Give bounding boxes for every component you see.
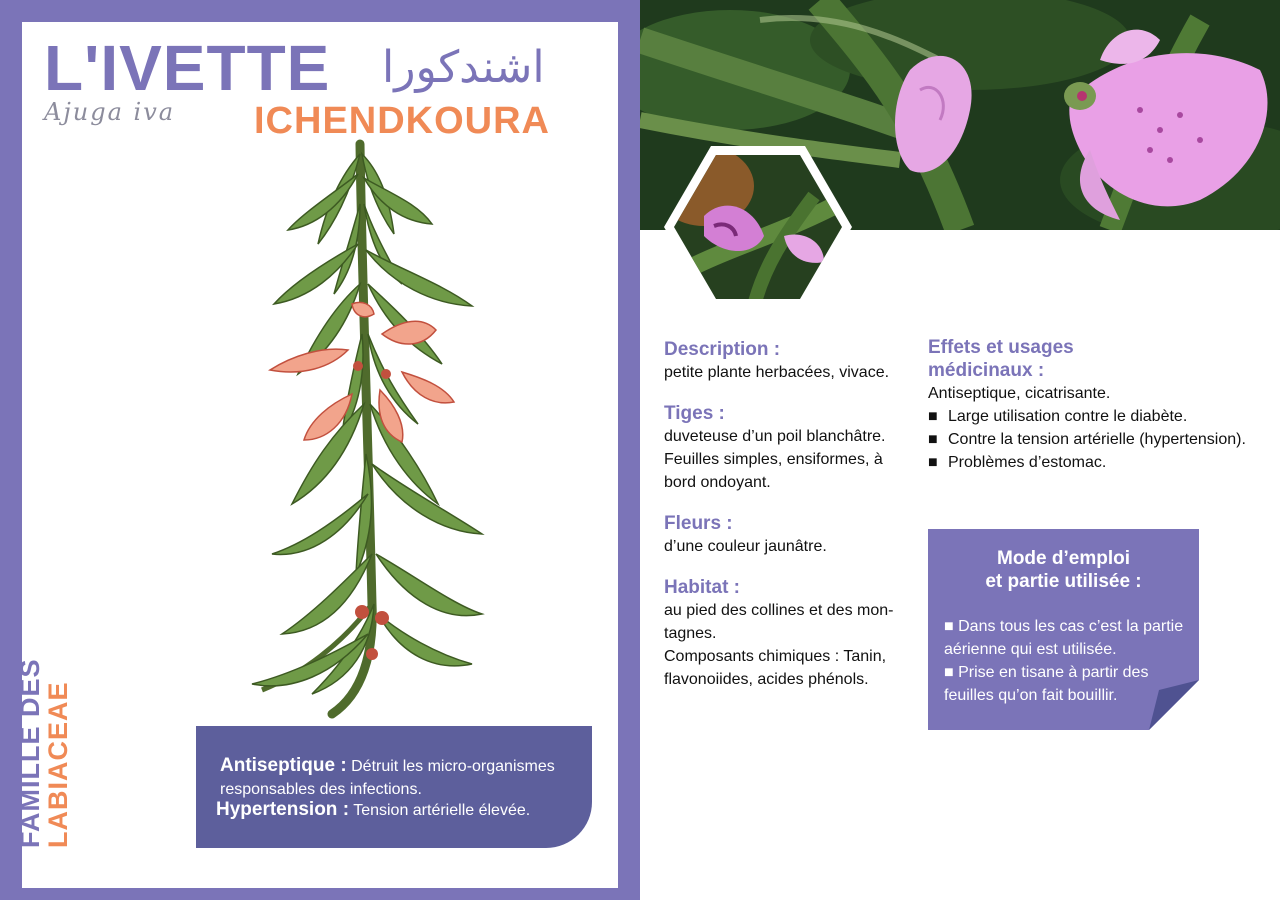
- square-bullet-icon: ■: [944, 664, 954, 681]
- effets-bullet: [928, 428, 1258, 451]
- family-line-1: FAMILLE DES: [15, 658, 45, 848]
- info-column-right: [928, 336, 1258, 474]
- habitat-body: [664, 599, 904, 691]
- habitat-line: Composants chimiques : Tanin, flavonoiides, acides phénols.: [664, 648, 887, 688]
- mode-emploi-item: [944, 615, 1194, 661]
- effets-bullet-text: Large utilisation contre le diabète.: [948, 408, 1188, 425]
- definition-term: Hypertension :: [216, 799, 350, 820]
- habitat-line: au pied des collines et des mon-tagnes.: [664, 602, 894, 642]
- plant-family-label: [16, 658, 72, 848]
- description-body: [664, 361, 904, 384]
- hexagon-flower-photo: [664, 146, 852, 308]
- effets-bullet: [928, 451, 1258, 474]
- definition-antiseptique: [220, 754, 580, 801]
- definition-text: Détruit les micro-organismes responsables des infections.: [220, 758, 555, 798]
- plant-name-arabic: اشندكورا: [382, 42, 545, 93]
- plant-name-local: ICHENDKOURA: [254, 100, 550, 142]
- scientific-name: Ajuga iva: [44, 98, 176, 126]
- tiges-line: duveteuse d’un poil blanchâtre.: [664, 428, 886, 445]
- tiges-body: [664, 425, 904, 494]
- mode-emploi-item-text: Dans tous les cas c’est la partie aérienne qui est utilisée.: [944, 618, 1184, 658]
- tiges-line: Feuilles simples, ensiformes, à bord ondoyant.: [664, 451, 883, 491]
- effets-bullet-text: Problèmes d’estomac.: [948, 454, 1107, 471]
- definition-hypertension: [216, 798, 576, 822]
- description-line: petite plante herbacées, vivace.: [664, 364, 890, 381]
- fleurs-line: d’une couleur jaunâtre.: [664, 538, 827, 555]
- definition-text: Tension artérielle élevée.: [349, 802, 531, 819]
- effets-bullet: [928, 405, 1258, 428]
- fleurs-heading: Fleurs :: [664, 513, 733, 534]
- square-bullet-icon: ■: [944, 618, 954, 635]
- plant-name-french: L'IVETTE: [44, 32, 331, 104]
- tiges-heading: Tiges :: [664, 403, 725, 424]
- mode-emploi-heading-line: Mode d’emploi: [997, 548, 1130, 569]
- plant-illustration: [222, 134, 512, 720]
- definitions-box: [196, 726, 592, 848]
- description-heading: Description :: [664, 339, 781, 360]
- fleurs-body: [664, 535, 904, 558]
- effets-heading: Effets et usages médicinaux :: [928, 337, 1074, 381]
- square-bullet-icon: ■: [928, 408, 938, 425]
- mode-emploi-item-text: Prise en tisane à partir des feuilles qu’on fait bouillir.: [944, 664, 1149, 704]
- info-column-left: [664, 338, 904, 709]
- square-bullet-icon: ■: [928, 454, 938, 471]
- definition-term: Antiseptique :: [220, 755, 347, 776]
- square-bullet-icon: ■: [928, 431, 938, 448]
- mode-emploi-heading-line: et partie utilisée :: [985, 571, 1142, 592]
- habitat-heading: Habitat :: [664, 577, 740, 598]
- family-line-2: LABIACEAE: [43, 681, 73, 848]
- page-fold-corner: [1149, 680, 1199, 730]
- mode-emploi-heading: [928, 547, 1199, 593]
- mode-emploi-box: [928, 529, 1199, 730]
- effets-bullet-text: Contre la tension artérielle (hypertension).: [948, 431, 1246, 448]
- fact-card: [22, 22, 618, 888]
- effets-intro: Antiseptique, cicatrisante.: [928, 385, 1111, 402]
